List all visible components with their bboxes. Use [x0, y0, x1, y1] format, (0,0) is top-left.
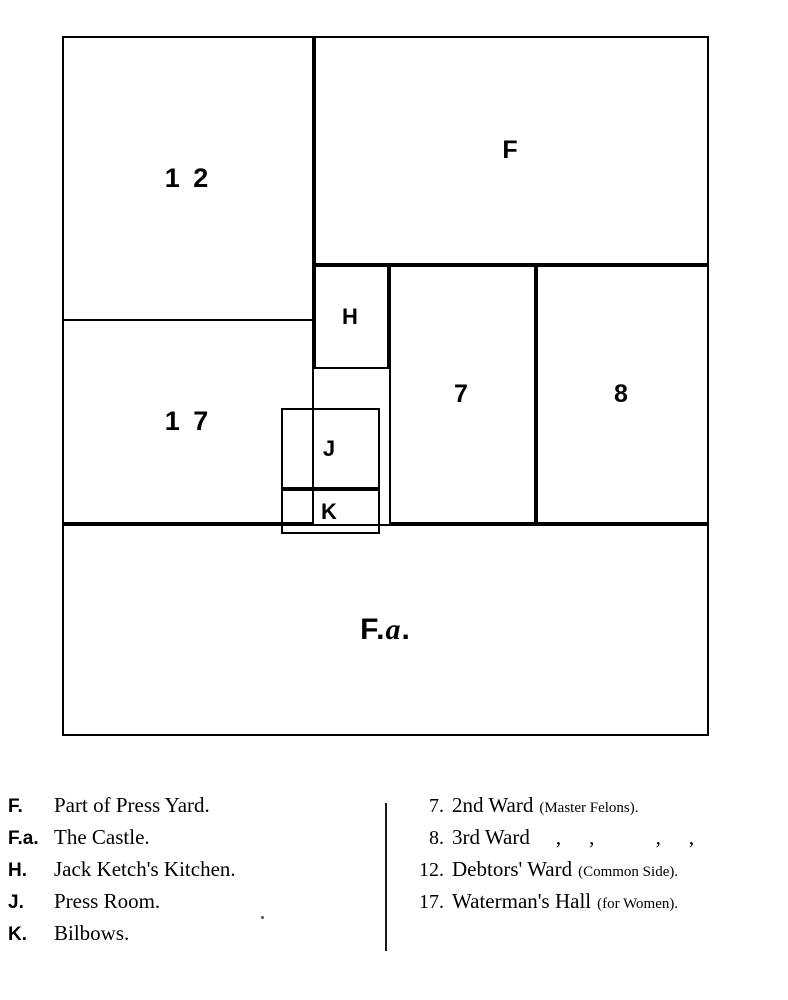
ink-speck — [261, 916, 264, 919]
legend-text: Bilbows. — [54, 921, 130, 945]
legend-text: Waterman's Hall — [452, 889, 592, 913]
room-f-a — [62, 524, 709, 736]
room-7 — [389, 265, 536, 524]
legend-key: F. — [8, 796, 23, 817]
legend-text: Press Room. — [54, 889, 161, 913]
legend-column-right — [398, 795, 778, 923]
legend-text: Part of Press Yard. — [54, 793, 210, 817]
legend-text: The Castle. — [54, 825, 150, 849]
legend-key: 7. — [429, 795, 444, 817]
legend-key: F.a. — [8, 828, 39, 849]
legend-key: H. — [8, 860, 27, 881]
legend-item — [8, 891, 378, 923]
legend-item — [8, 923, 378, 955]
room-8-label: 8 — [614, 380, 631, 408]
legend-key: 17. — [419, 891, 444, 913]
room-j — [281, 408, 380, 489]
legend-text: Jack Ketch's Kitchen. — [54, 857, 236, 881]
room-h-label: H — [342, 304, 361, 329]
legend-note: (Master Felons). — [539, 800, 639, 816]
legend-text: 3rd Ward — [452, 825, 530, 849]
room-7-label: 7 — [454, 380, 471, 408]
room-12-label: 1 2 — [164, 163, 212, 193]
room-12 — [62, 36, 314, 321]
legend-item — [398, 827, 778, 859]
legend-column-left — [8, 795, 378, 955]
room-f-a-label-suffix: . — [401, 613, 411, 646]
legend-text: Debtors' Ward — [452, 857, 573, 881]
legend-divider — [385, 803, 387, 951]
legend-key: K. — [8, 924, 27, 945]
room-j-label: J — [322, 435, 339, 461]
legend-item — [398, 859, 778, 891]
legend-item — [8, 827, 378, 859]
legend — [0, 795, 788, 995]
room-k-label: K — [321, 498, 340, 524]
legend-text: 2nd Ward — [452, 793, 534, 817]
legend-note: ,, ,, — [555, 825, 723, 849]
legend-item — [8, 795, 378, 827]
room-h — [314, 265, 389, 369]
room-8 — [536, 265, 709, 524]
room-f-a-label — [360, 615, 411, 645]
legend-key: 12. — [419, 859, 444, 881]
legend-note: (Common Side). — [578, 864, 679, 880]
legend-key: 8. — [429, 827, 444, 849]
legend-note: (for Women). — [597, 896, 679, 912]
legend-item — [398, 891, 778, 923]
room-f-label: F — [502, 136, 521, 164]
legend-item — [398, 795, 778, 827]
legend-item — [8, 859, 378, 891]
room-f — [314, 36, 709, 265]
room-f-a-label-prefix: F. — [360, 613, 386, 646]
legend-key: J. — [8, 892, 24, 913]
room-17 — [62, 319, 314, 524]
room-17-label: 1 7 — [164, 406, 212, 436]
room-f-a-label-italic: a — [385, 613, 402, 646]
